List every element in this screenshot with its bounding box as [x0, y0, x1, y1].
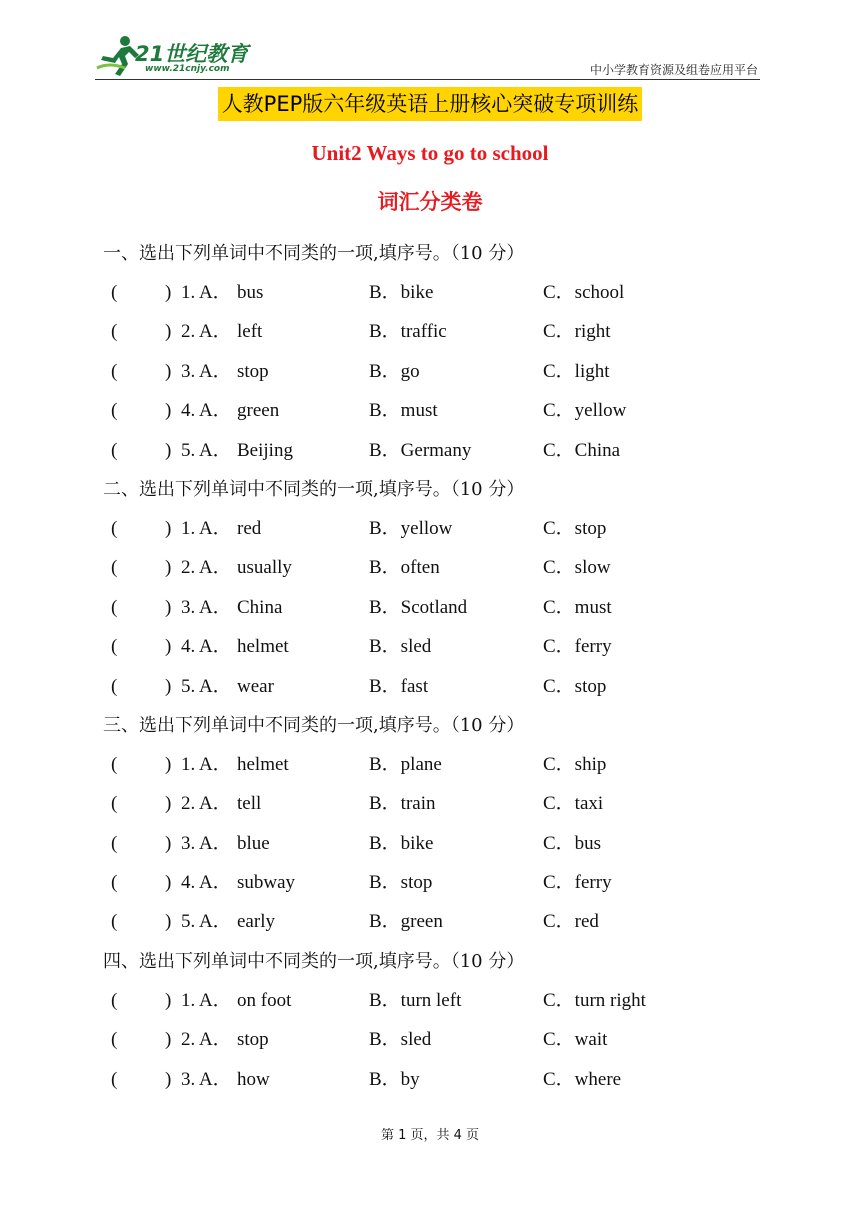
option-a: helmet — [237, 753, 289, 775]
answer-paren-left: ( — [111, 872, 118, 894]
answer-paren-right: ) — [165, 1029, 172, 1051]
question-row — [103, 629, 803, 668]
option-a: wear — [237, 675, 274, 697]
question-number: 3. A． — [181, 1068, 232, 1090]
option-a: Beijing — [237, 439, 293, 461]
option-b: B．yellow — [369, 517, 453, 539]
option-a: helmet — [237, 636, 289, 658]
option-a: China — [237, 596, 283, 618]
answer-paren-right: ) — [165, 832, 172, 854]
option-a: stop — [237, 360, 269, 382]
question-row — [103, 786, 803, 825]
option-b: B．sled — [369, 636, 432, 658]
option-b: B．go — [369, 360, 420, 382]
answer-paren-right: ) — [165, 360, 172, 382]
answer-paren-right: ) — [165, 439, 172, 461]
answer-paren-right: ) — [165, 675, 172, 697]
answer-paren-right: ) — [165, 557, 172, 579]
question-number: 1. A． — [181, 282, 232, 303]
option-b: B．turn left — [369, 989, 462, 1011]
option-c: C．stop — [543, 517, 607, 539]
logo-text: 21世纪教育 — [135, 42, 249, 66]
answer-paren-left: ( — [111, 596, 118, 618]
answer-paren-left: ( — [111, 517, 118, 539]
answer-paren-right: ) — [165, 596, 172, 618]
option-c: C．wait — [543, 1029, 608, 1051]
answer-paren-right: ) — [165, 400, 172, 422]
answer-paren-left: ( — [111, 1068, 118, 1090]
option-c: C．red — [543, 911, 599, 933]
header-divider — [95, 79, 760, 80]
question-number: 5. A． — [181, 911, 232, 933]
answer-paren-left: ( — [111, 832, 118, 854]
answer-paren-right: ) — [165, 1068, 172, 1090]
answer-paren-left: ( — [111, 989, 118, 1011]
answer-paren-left: ( — [111, 793, 118, 815]
page-title: 人教PEP版六年级英语上册核心突破专项训练 — [218, 87, 643, 121]
answer-paren-right: ) — [165, 872, 172, 894]
option-c: C．where — [543, 1068, 622, 1090]
answer-paren-left: ( — [111, 557, 118, 579]
option-a: red — [237, 517, 262, 539]
question-row — [103, 983, 803, 1022]
answer-paren-right: ) — [165, 517, 172, 539]
question-number: 3. A． — [181, 360, 232, 382]
option-b: B．plane — [369, 753, 442, 775]
question-row — [103, 669, 803, 708]
option-a: early — [237, 911, 275, 933]
question-number: 1. A． — [181, 753, 232, 775]
option-b: B．Germany — [369, 439, 472, 461]
question-content — [103, 236, 803, 1101]
unit-subtitle: Unit2 Ways to go to school — [311, 141, 549, 165]
option-c: C．stop — [543, 675, 607, 697]
question-number: 4. A． — [181, 636, 232, 658]
question-row — [103, 275, 803, 314]
answer-paren-right: ) — [165, 793, 172, 815]
question-number: 3. A． — [181, 596, 232, 618]
answer-paren-left: ( — [111, 753, 118, 775]
answer-paren-left: ( — [111, 400, 118, 422]
option-c: C．ship — [543, 753, 607, 775]
option-c: C．light — [543, 360, 610, 382]
question-row — [103, 826, 803, 865]
question-number: 2. A． — [181, 557, 232, 579]
question-row — [103, 393, 803, 432]
volume-title: 词汇分类卷 — [377, 190, 483, 214]
question-row — [103, 354, 803, 393]
option-c: C．ferry — [543, 872, 612, 894]
answer-paren-left: ( — [111, 321, 118, 343]
option-b: B．Scotland — [369, 596, 468, 618]
answer-paren-left: ( — [111, 911, 118, 933]
option-a: blue — [237, 832, 270, 854]
option-c: C．turn right — [543, 989, 646, 1011]
section-heading: 二、选出下列单词中不同类的一项,填序号。（10 分） — [103, 478, 525, 500]
answer-paren-right: ) — [165, 911, 172, 933]
question-row — [103, 590, 803, 629]
question-number: 4. A． — [181, 872, 232, 894]
option-a: bus — [237, 282, 264, 303]
answer-paren-left: ( — [111, 636, 118, 658]
answer-paren-right: ) — [165, 753, 172, 775]
option-b: B．train — [369, 793, 436, 815]
question-number: 5. A． — [181, 675, 232, 697]
page-footer: 第 1 页，共 4 页 — [380, 1128, 480, 1143]
title-wrap — [0, 87, 860, 121]
option-a: usually — [237, 557, 292, 579]
option-a: tell — [237, 793, 262, 815]
option-c: C．bus — [543, 832, 602, 854]
answer-paren-left: ( — [111, 439, 118, 461]
platform-label: 中小学教育资源及组卷应用平台 — [589, 63, 758, 77]
question-number: 2. A． — [181, 321, 232, 343]
option-c: C．slow — [543, 557, 611, 579]
section-heading: 三、选出下列单词中不同类的一项,填序号。（10 分） — [103, 714, 525, 736]
section-heading: 四、选出下列单词中不同类的一项,填序号。（10 分） — [103, 950, 525, 972]
question-number: 2. A． — [181, 1029, 232, 1051]
option-b: B．often — [369, 557, 440, 579]
option-b: B．bike — [369, 282, 434, 303]
option-b: B．traffic — [369, 321, 447, 343]
question-number: 3. A． — [181, 832, 232, 854]
option-a: on foot — [237, 989, 292, 1011]
page-header — [95, 30, 760, 82]
option-c: C．ferry — [543, 636, 612, 658]
question-row — [103, 550, 803, 589]
question-number: 5. A． — [181, 439, 232, 461]
answer-paren-right: ) — [165, 321, 172, 343]
option-b: B．must — [369, 400, 438, 422]
option-a: subway — [237, 872, 296, 894]
logo-url: www.21cnjy.com — [145, 64, 230, 74]
option-b: B．by — [369, 1068, 420, 1090]
answer-paren-left: ( — [111, 675, 118, 697]
option-b: B．stop — [369, 872, 433, 894]
option-c: C．yellow — [543, 400, 627, 422]
option-b: B．green — [369, 911, 443, 933]
question-row — [103, 747, 803, 786]
option-c: C．taxi — [543, 793, 604, 815]
question-row — [103, 865, 803, 904]
question-number: 1. A． — [181, 989, 232, 1011]
question-number: 1. A． — [181, 517, 232, 539]
section-heading: 一、选出下列单词中不同类的一项,填序号。（10 分） — [103, 243, 525, 264]
question-row — [103, 904, 803, 943]
option-c: C．right — [543, 321, 611, 343]
option-c: C．school — [543, 282, 625, 303]
option-a: how — [237, 1068, 270, 1090]
question-row — [103, 314, 803, 353]
answer-paren-left: ( — [111, 360, 118, 382]
option-a: green — [237, 400, 280, 422]
option-b: B．bike — [369, 832, 434, 854]
question-number: 2. A． — [181, 793, 232, 815]
option-b: B．fast — [369, 675, 429, 697]
option-c: C．China — [543, 439, 621, 461]
question-row — [103, 433, 803, 472]
question-row — [103, 511, 803, 550]
answer-paren-right: ) — [165, 989, 172, 1011]
option-a: left — [237, 321, 263, 343]
answer-paren-left: ( — [111, 1029, 118, 1051]
question-row — [103, 1022, 803, 1061]
option-a: stop — [237, 1029, 269, 1051]
answer-paren-right: ) — [165, 636, 172, 658]
answer-paren-right: ) — [165, 282, 172, 303]
answer-paren-left: ( — [111, 282, 118, 303]
option-c: C．must — [543, 596, 612, 618]
logo — [95, 34, 265, 78]
question-number: 4. A． — [181, 400, 232, 422]
option-b: B．sled — [369, 1029, 432, 1051]
question-row — [103, 1062, 803, 1101]
